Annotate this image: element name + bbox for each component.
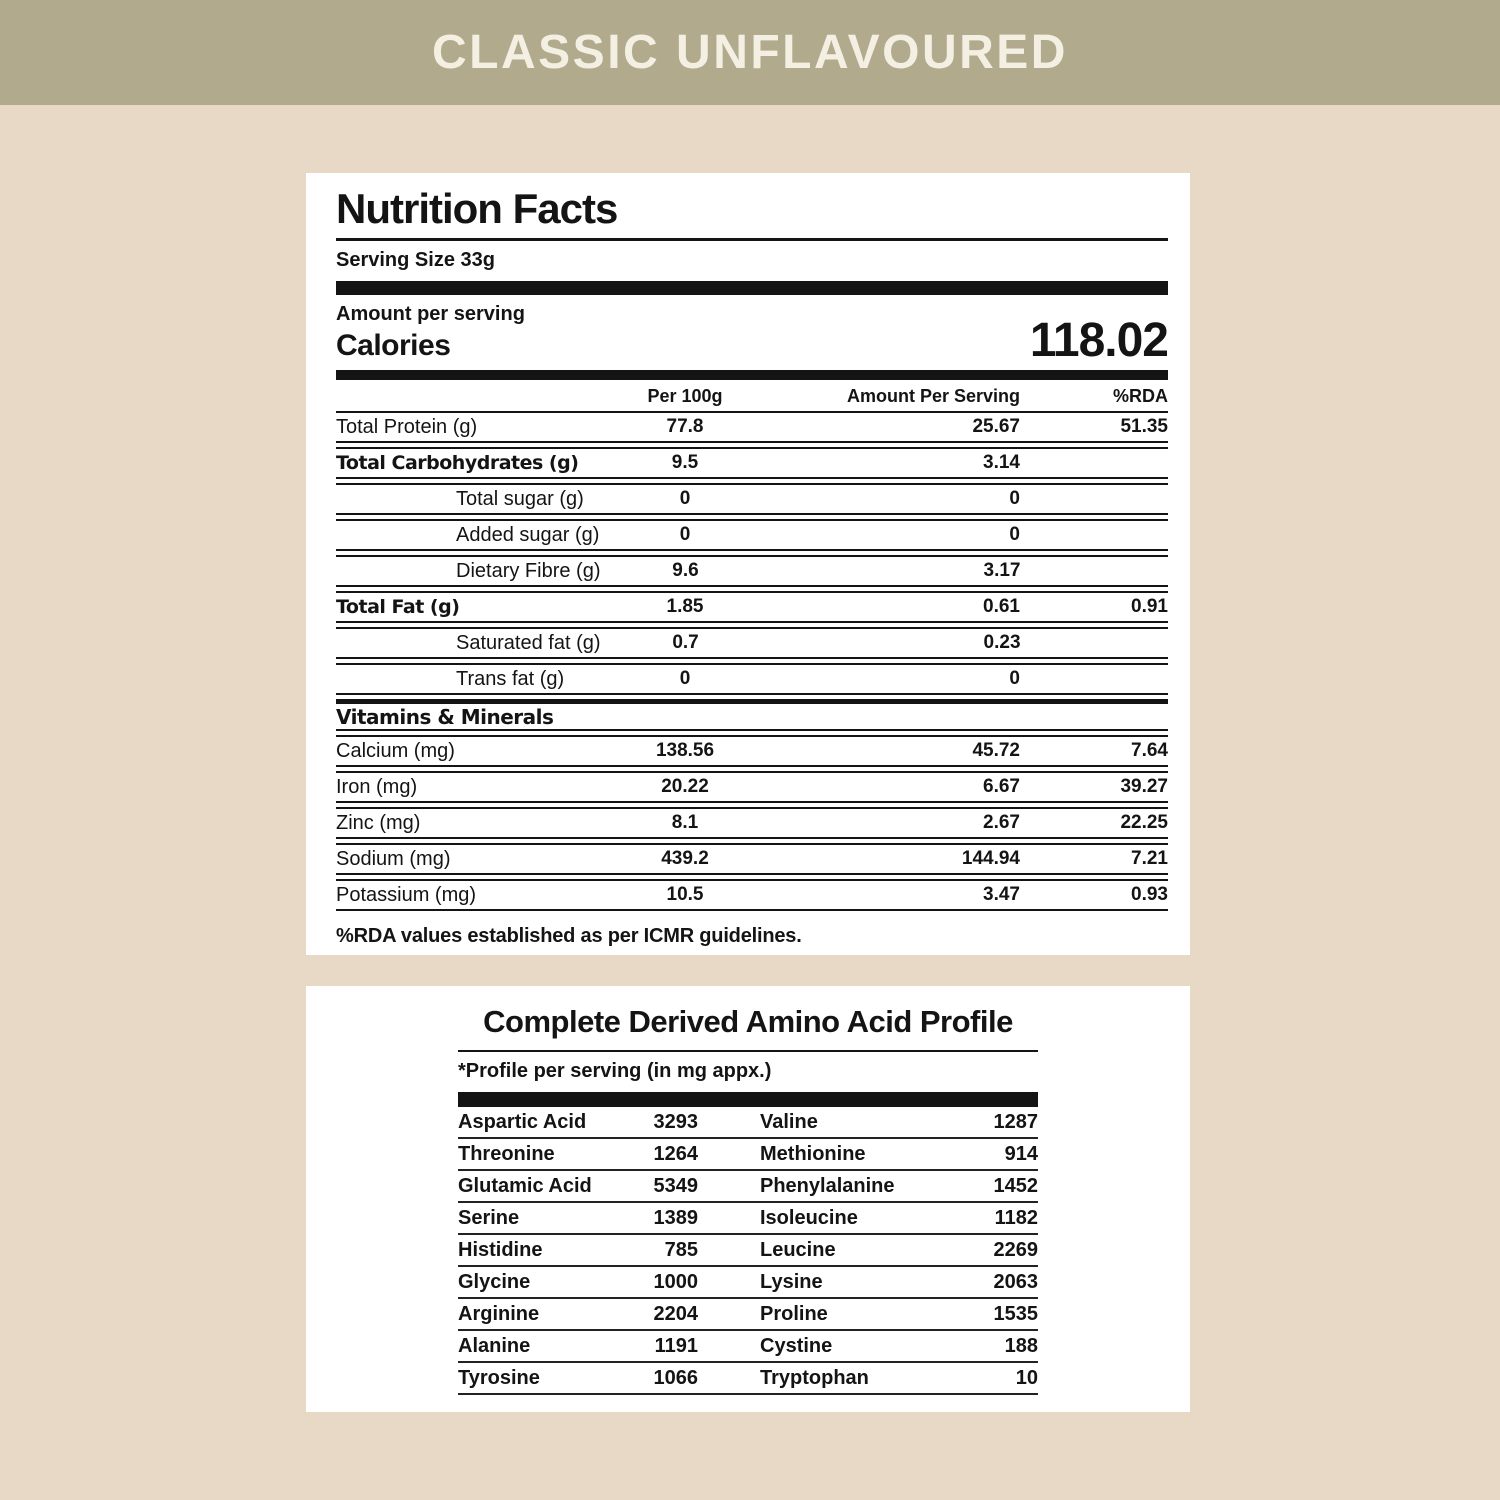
amino-row (458, 1363, 1038, 1395)
row-per-serving: 0 (1009, 668, 1020, 690)
amino-name: Leucine (760, 1238, 836, 1261)
amino-name: Proline (760, 1302, 828, 1325)
column-header-per-100g: Per 100g (647, 386, 723, 407)
row-label: Total sugar (g) (456, 487, 584, 510)
column-header-row (336, 383, 1168, 411)
amino-name: Valine (760, 1110, 818, 1133)
row-per-serving: 6.67 (983, 776, 1020, 798)
row-label: Sodium (mg) (336, 847, 451, 870)
amino-acid-title: Complete Derived Amino Acid Profile (483, 1004, 1013, 1039)
row-rda: 51.35 (1120, 416, 1168, 438)
table-row (336, 447, 1168, 479)
amino-row (458, 1171, 1038, 1203)
row-rda: 0.91 (1131, 596, 1168, 618)
nutrition-facts-panel (306, 173, 1190, 955)
amino-value: 914 (1004, 1142, 1038, 1165)
row-per-serving: 3.47 (983, 884, 1020, 906)
table-row (336, 879, 1168, 911)
calories-label: Calories (336, 329, 451, 363)
table-row (336, 663, 1168, 695)
row-label: Added sugar (g) (456, 523, 600, 546)
amino-name: Threonine (458, 1142, 555, 1165)
table-row (336, 411, 1168, 443)
table-row (336, 519, 1168, 551)
table-row (336, 843, 1168, 875)
row-label: Saturated fat (g) (456, 631, 601, 654)
row-per-serving: 144.94 (961, 848, 1020, 870)
table-row (336, 735, 1168, 767)
row-rda: 39.27 (1120, 776, 1168, 798)
amino-name: Histidine (458, 1238, 543, 1261)
amino-name: Tyrosine (458, 1366, 540, 1389)
thick-divider-bar (336, 281, 1168, 295)
amino-value: 5349 (653, 1174, 698, 1197)
amino-value: 1452 (993, 1174, 1038, 1197)
amino-value: 1389 (653, 1206, 698, 1229)
row-per-100g: 9.5 (671, 452, 699, 474)
table-row (336, 807, 1168, 839)
row-label: Total Fat (g) (336, 596, 460, 619)
amino-value: 1066 (653, 1366, 698, 1389)
amino-value: 1191 (654, 1334, 698, 1357)
amino-name: Tryptophan (760, 1366, 869, 1389)
table-row (336, 591, 1168, 623)
amino-row (458, 1267, 1038, 1299)
amino-row (458, 1107, 1038, 1139)
row-per-100g: 439.2 (661, 848, 709, 870)
table-row (336, 771, 1168, 803)
row-label: Total Carbohydrates (g) (336, 452, 579, 475)
amino-value: 10 (1015, 1366, 1038, 1389)
row-rda: 22.25 (1120, 812, 1168, 834)
amino-row (458, 1139, 1038, 1171)
amino-name: Methionine (760, 1142, 866, 1165)
row-label: Total Protein (g) (336, 415, 478, 438)
row-per-serving: 0 (1009, 488, 1020, 510)
amino-value: 785 (664, 1238, 698, 1261)
row-per-100g: 10.5 (666, 884, 704, 906)
row-per-100g: 9.6 (672, 560, 699, 582)
row-per-100g: 0 (679, 668, 691, 690)
amount-per-serving-label: Amount per serving (336, 303, 525, 326)
amino-serving-note: *Profile per serving (in mg appx.) (458, 1060, 772, 1082)
row-per-100g: 0 (679, 488, 691, 510)
column-header-rda: %RDA (1112, 386, 1168, 407)
row-per-100g: 8.1 (671, 812, 699, 834)
amino-row (458, 1203, 1038, 1235)
amino-value: 1182 (994, 1206, 1038, 1229)
calories-row (336, 303, 1168, 367)
row-per-serving: 0.23 (983, 632, 1021, 654)
amino-row (458, 1331, 1038, 1363)
column-header-amount-per-serving: Amount Per Serving (846, 386, 1020, 407)
amino-divider-bar (458, 1092, 1038, 1107)
nutrition-facts-title: Nutrition Facts (336, 185, 618, 232)
calories-labels (336, 303, 525, 363)
amino-name: Aspartic Acid (458, 1110, 587, 1133)
section-header-row (336, 699, 1168, 731)
row-label: Potassium (mg) (336, 883, 477, 906)
row-per-serving: 45.72 (972, 740, 1020, 762)
row-per-serving: 25.67 (972, 416, 1020, 438)
row-label: Trans fat (g) (456, 667, 565, 690)
table-row (336, 483, 1168, 515)
amino-value: 1287 (993, 1110, 1038, 1133)
amino-value: 1000 (653, 1270, 698, 1293)
row-per-serving: 0.61 (983, 596, 1020, 618)
amino-value: 2063 (993, 1270, 1038, 1293)
row-per-100g: 138.56 (655, 740, 715, 762)
calories-value: 118.02 (1029, 313, 1168, 367)
row-per-100g: 20.22 (661, 776, 709, 798)
row-per-100g: 1.85 (666, 596, 704, 618)
flavour-banner-title: CLASSIC UNFLAVOURED (432, 26, 1068, 79)
row-label: Zinc (mg) (336, 811, 421, 834)
amino-name: Lysine (760, 1270, 823, 1293)
amino-name: Arginine (458, 1302, 540, 1325)
amino-title-divider (458, 1050, 1038, 1052)
amino-name: Alanine (458, 1334, 531, 1357)
amino-row (458, 1299, 1038, 1331)
row-per-100g: 0 (679, 524, 691, 546)
nutrition-table (336, 411, 1168, 911)
amino-name: Cystine (760, 1334, 833, 1357)
table-row (336, 627, 1168, 659)
amino-name: Glutamic Acid (458, 1174, 592, 1197)
amino-name: Phenylalanine (760, 1174, 895, 1197)
row-label: Iron (mg) (336, 775, 418, 798)
amino-row (458, 1235, 1038, 1267)
rda-footnote: %RDA values established as per ICMR guidelines. (336, 925, 802, 948)
table-row (336, 555, 1168, 587)
section-label: Vitamins & Minerals (336, 704, 554, 729)
amino-value: 3293 (653, 1110, 698, 1133)
row-per-serving: 0 (1009, 524, 1020, 546)
row-rda: 7.21 (1131, 848, 1168, 870)
medium-divider-bar (336, 370, 1168, 380)
row-per-serving: 3.17 (983, 560, 1021, 582)
row-label: Calcium (mg) (336, 739, 455, 762)
amino-name: Serine (458, 1206, 520, 1229)
amino-value: 188 (1004, 1334, 1038, 1357)
row-rda: 7.64 (1131, 740, 1168, 762)
title-divider (336, 238, 1168, 241)
amino-value: 2269 (993, 1238, 1038, 1261)
amino-value: 1264 (653, 1142, 698, 1165)
amino-value: 2204 (653, 1302, 698, 1325)
amino-acid-table (458, 1050, 1038, 1395)
row-label: Dietary Fibre (g) (456, 559, 601, 582)
amino-name: Glycine (458, 1270, 531, 1293)
flavour-banner (0, 0, 1500, 105)
row-per-100g: 77.8 (666, 416, 704, 438)
amino-value: 1535 (993, 1302, 1038, 1325)
row-rda: 0.93 (1131, 884, 1168, 906)
serving-size: Serving Size 33g (336, 249, 495, 272)
amino-name: Isoleucine (760, 1206, 858, 1229)
amino-acid-panel (306, 986, 1190, 1412)
row-per-100g: 0.7 (672, 632, 699, 654)
row-per-serving: 2.67 (983, 812, 1020, 834)
row-per-serving: 3.14 (983, 452, 1020, 474)
